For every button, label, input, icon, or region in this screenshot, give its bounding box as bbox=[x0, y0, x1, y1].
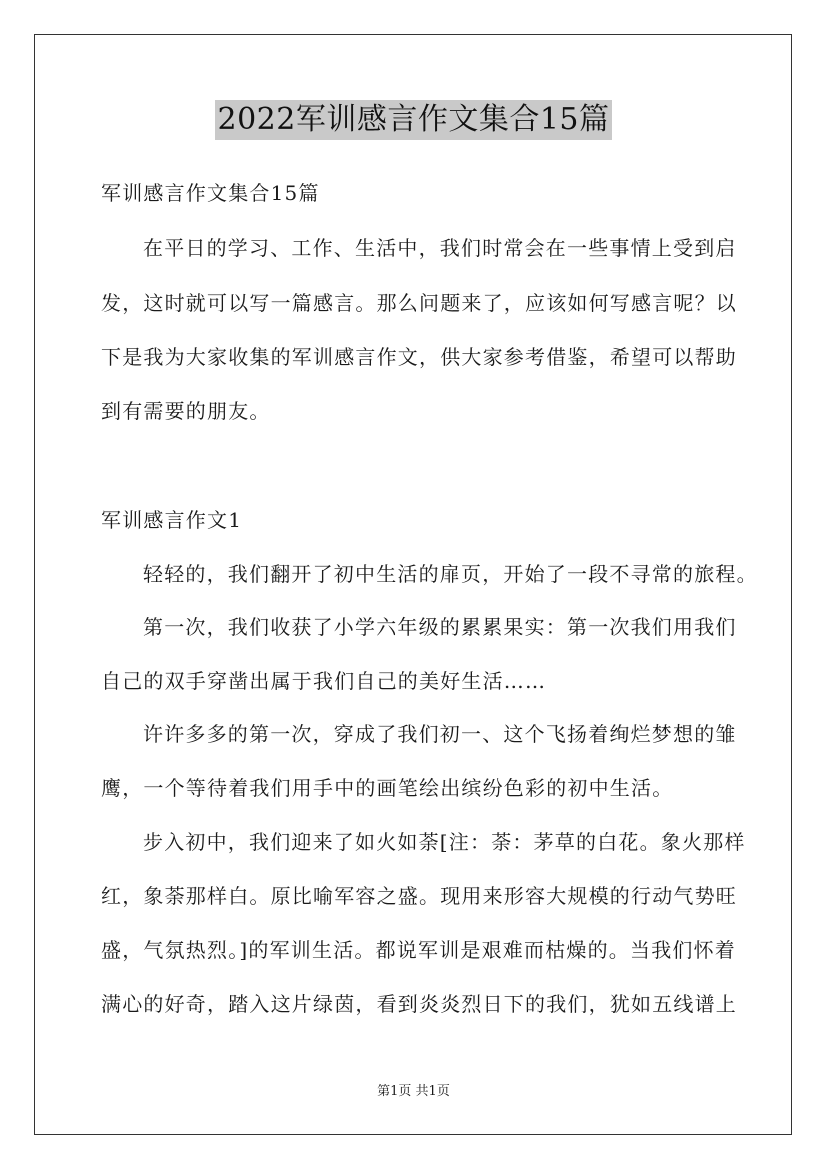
body-line: 盛，气氛热烈。]的军训生活。都说军训是艰难而枯燥的。当我们怀着 bbox=[101, 938, 737, 962]
page-footer: 第1页 共1页 bbox=[377, 1084, 450, 1099]
body-line: 许许多多的第一次，穿成了我们初一、这个飞扬着绚烂梦想的雏 bbox=[143, 722, 737, 746]
intro-line: 到有需要的朋友。 bbox=[101, 399, 271, 423]
body-line: 满心的好奇，踏入这片绿茵，看到炎炎烈日下的我们，犹如五线谱上 bbox=[101, 992, 737, 1016]
document-subtitle: 军训感言作文集合15篇 bbox=[101, 181, 320, 205]
body-line: 第一次，我们收获了小学六年级的累累果实：第一次我们用我们 bbox=[143, 615, 737, 639]
body-line: 自己的双手穿凿出属于我们自己的美好生活…… bbox=[101, 669, 547, 693]
section-heading: 军训感言作文1 bbox=[101, 508, 243, 532]
intro-line: 下是我为大家收集的军训感言作文，供大家参考借鉴，希望可以帮助 bbox=[101, 345, 737, 369]
body-line: 鹰，一个等待着我们用手中的画笔绘出缤纷色彩的初中生活。 bbox=[101, 776, 674, 800]
intro-line: 在平日的学习、工作、生活中，我们时常会在一些事情上受到启 bbox=[143, 236, 737, 260]
body-line: 轻轻的，我们翻开了初中生活的扉页，开始了一段不寻常的旅程。 bbox=[143, 562, 758, 586]
title-container bbox=[0, 100, 827, 140]
intro-line: 发，这时就可以写一篇感言。那么问题来了，应该如何写感言呢？以 bbox=[101, 291, 737, 315]
document-title: 2022军训感言作文集合15篇 bbox=[215, 100, 611, 140]
body-line: 步入初中，我们迎来了如火如荼[注：荼：茅草的白花。象火那样 bbox=[143, 830, 746, 854]
body-line: 红，象荼那样白。原比喻军容之盛。现用来形容大规模的行动气势旺 bbox=[101, 884, 737, 908]
